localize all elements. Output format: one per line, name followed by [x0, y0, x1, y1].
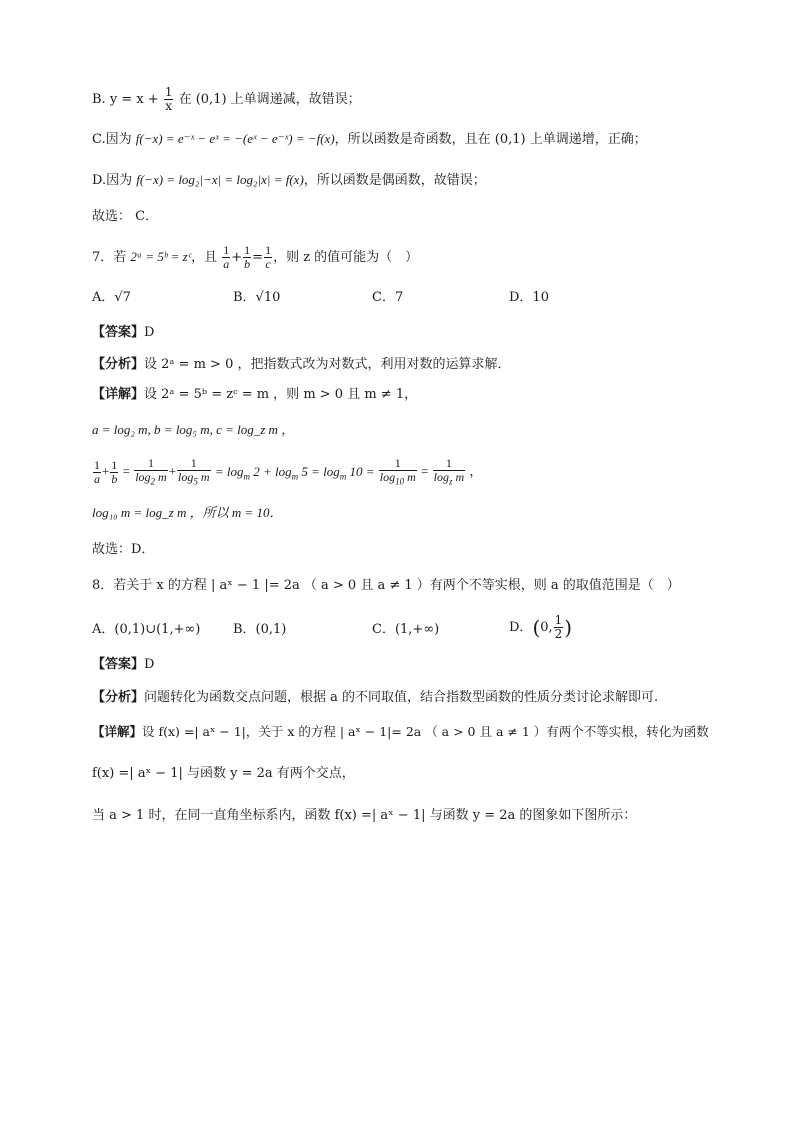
q7-detail-1: 【详解】设 2ᵃ = 5ᵇ = zᶜ = m ，则 m > 0 且 m ≠ 1，	[92, 387, 418, 402]
q7-detail-3: $\frac{1}{a}$ + $\frac{1}{b}$ = $\frac{1}{\log_2 m}$ + $\frac{1}{\log_5 m}$ = $\log_m 2 + \log_m 5 = \log_m 10$ = $\frac{1}{\log_{10} m}$ = $\frac{1}{\log_z m}$ ，	[94, 456, 483, 487]
q8-stem: 8．若关于 x 的方程 | aˣ − 1 |= 2a （ a > 0 且 a ≠ 1 ）有两个不等实根，则 a 的取值范围是（ ）	[92, 578, 680, 593]
q8-detail-3: 当 a > 1 时，在同一直角坐标系内，函数 f(x) =| aˣ − 1| 与函数 y = 2a 的图象如下图所示：	[92, 808, 637, 823]
fraction-1-over-x: $\frac{1}{x}$	[164, 85, 173, 113]
q7-option-d: D．10	[509, 290, 549, 305]
q7-choose: 故选：D．	[92, 542, 155, 557]
q8-detail-2: f(x) =| aˣ − 1| 与函数 y = 2a 有两个交点，	[92, 766, 355, 781]
q8-analysis: 【分析】问题转化为函数交点问题，根据 a 的不同取值，结合指数型函数的性质分类讨论求解即可.	[92, 690, 659, 705]
q8-option-c: C．(1,+∞)	[372, 622, 440, 637]
q7-option-a: A．√7	[92, 290, 131, 305]
option-c-explanation: C.因为 f(−x) = e⁻ˣ − eˣ = −(eˣ − e⁻ˣ) = −f(x)，所以函数是奇函数，且在 (0,1) 上单调递增，正确；	[92, 131, 647, 147]
q7-detail-4: log₁₀ m = log_z m ，所以 m = 10．	[92, 505, 283, 520]
q8-option-b: B．(0,1)	[233, 622, 287, 637]
option-d-explanation: D.因为 f(−x) = log₂|−x| = log₂|x| = f(x)，所以函数是偶函数，故错误；	[92, 172, 486, 188]
q7-option-c: C．7	[372, 290, 404, 305]
q7-answer: 【答案】D	[92, 325, 155, 340]
q7-analysis: 【分析】设 2ᵃ = m > 0 ，把指数式改为对数式，利用对数的运算求解．	[92, 357, 511, 372]
q7-stem: 7．若 2ᵃ = 5ᵇ = zᶜ，且 $\frac{1}{a}$ + $\frac{1}{b}$ = $\frac{1}{c}$ ，则 z 的值可能为（ ）	[92, 243, 419, 271]
q8-detail-1: 【详解】设 f(x) =| aˣ − 1|，关于 x 的方程 | aˣ − 1|= 2a （ a > 0 且 a ≠ 1 ）有两个不等实根，转化为函数	[92, 724, 709, 739]
choose-c: 故选： C．	[92, 209, 159, 224]
q7-option-b: B．√10	[233, 290, 281, 305]
q7-detail-2: a = log₂ m, b = log₅ m, c = log_z m ，	[92, 422, 295, 437]
option-b-explanation: B. y = x + $\frac{1}{x}$ 在 (0,1) 上单调递减，故错误；	[92, 85, 361, 113]
q8-answer: 【答案】D	[92, 657, 155, 672]
q8-option-a: A．(0,1)∪(1,+∞)	[92, 622, 201, 637]
q8-option-d: D．(0, $\frac{1}{2}$ )	[509, 613, 573, 641]
